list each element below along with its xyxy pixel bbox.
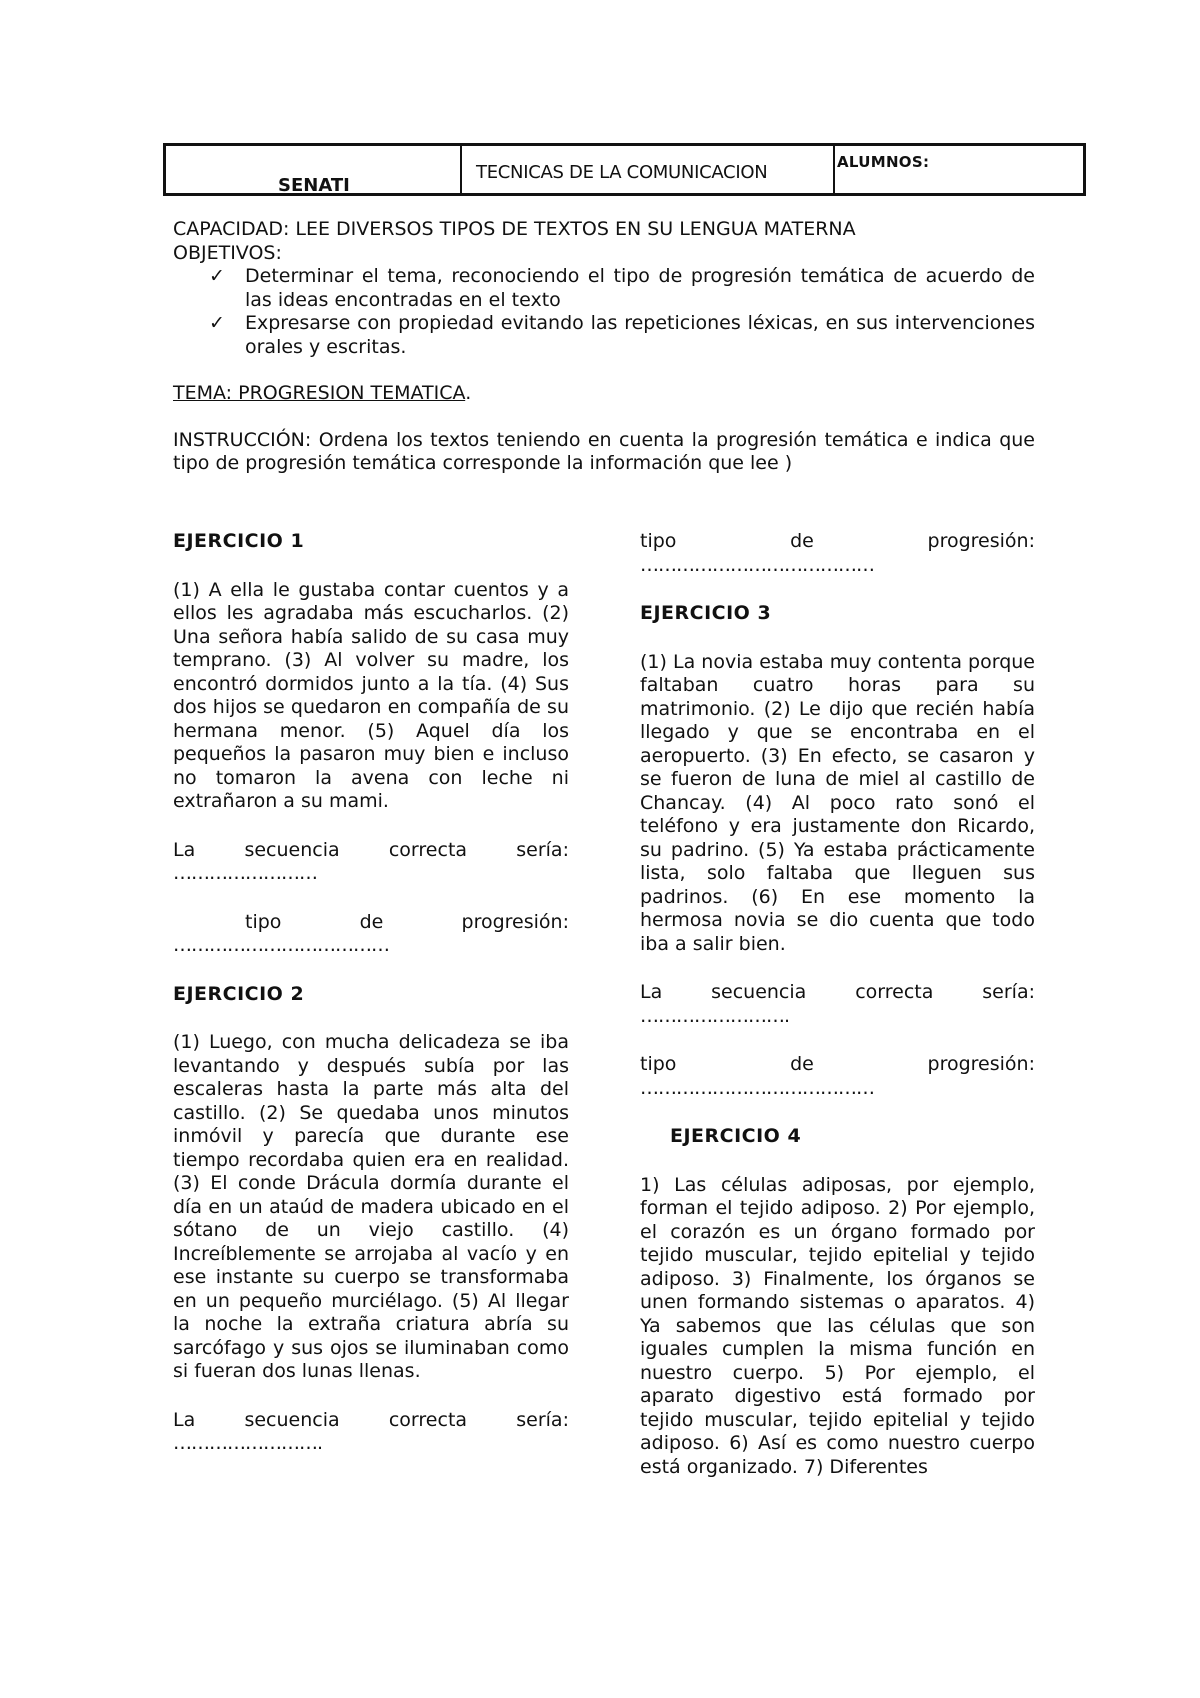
ejercicio-3-tipo-line xyxy=(640,1053,1035,1077)
ejercicio-2-sequence-blank: ……………………. xyxy=(173,1432,323,1454)
seq-word: La xyxy=(173,838,196,861)
tipo-word: de xyxy=(359,910,384,933)
students-label: ALUMNOS: xyxy=(837,153,930,171)
intro-section xyxy=(173,218,1035,476)
ejercicio-2-text: (1) Luego, con mucha delicadeza se iba levantando y después subía por las escaleras hasta la parte más alta del castillo. (2) Se quedaba unos minutos inmóvil y parecía que durante ese tiempo recordaba quien era en realidad. (3) El conde Drácula dormía durante el día en un ataúd de madera ubicado en el sótano de un viejo castillo. (4) Increíblemente se arrojaba al vacío y en ese instante su cuerpo se transformaba en un pequeño murciélago. (5) Al llegar la noche la extraña criatura abría su sarcófago y sus ojos se iluminaban como si fueran dos lunas llenas. xyxy=(173,1031,569,1382)
ejercicio-2-tipo-blank: ………………………………… xyxy=(640,553,874,576)
header-cell-students xyxy=(835,146,1083,193)
ejercicio-3-tipo-blank: ………………………………… xyxy=(640,1076,874,1099)
seq-word: secuencia xyxy=(244,1408,340,1431)
ejercicio-3-sequence-blank: ……………………. xyxy=(640,1004,790,1027)
objetivo-item xyxy=(173,312,1035,359)
seq-word: sería: xyxy=(516,838,569,861)
ejercicio-2-sequence-line xyxy=(173,1409,569,1433)
header-cell-institution xyxy=(166,146,462,196)
header-table xyxy=(163,143,1086,196)
checkmark-icon: ✓ xyxy=(209,265,225,287)
ejercicio-1-sequence-line xyxy=(173,839,569,863)
objetivos-label: OBJETIVOS: xyxy=(173,241,282,264)
seq-word: La xyxy=(640,981,663,1003)
tipo-word: tipo xyxy=(640,1053,677,1075)
objetivo-text: Expresarse con propiedad evitando las repeticiones léxicas, en sus intervenciones orales y escritas. xyxy=(245,312,1035,358)
tipo-word: de xyxy=(790,530,814,552)
tipo-word: tipo xyxy=(640,530,677,552)
ejercicio-3-text: (1) La novia estaba muy contenta porque faltaban cuatro horas para su matrimonio. (2) Le dijo que recién había llegado y que se encontraba en el aeropuerto. (3) En efecto, se casaron y se fueron de luna de miel al castillo de Chancay. (4) Al poco rato sonó el teléfono y era justamente don Ricardo, su padrino. (5) Ya estaba prácticamente lista, solo faltaba que lleguen sus padrinos. (6) En ese momento la hermosa novia se dio cuenta que todo iba a salir bien. xyxy=(640,650,1035,955)
objetivo-item xyxy=(173,265,1035,312)
institution-name: SENATI xyxy=(278,175,350,196)
course-name: TECNICAS DE LA COMUNICACION xyxy=(476,162,768,183)
seq-word: secuencia xyxy=(244,838,340,861)
tipo-word: progresión: xyxy=(927,530,1035,552)
right-column xyxy=(640,530,1035,1479)
ejercicio-4-text: 1) Las células adiposas, por ejemplo, forman el tejido adiposo. 2) Por ejemplo, el corazón es un órgano formado por tejido muscular, tejido epitelial y tejido adiposo. 3) Finalmente, los órganos se unen formando sistemas o aparatos. 4) Ya sabemos que las células que son iguales cumplen la misma función en nuestro cuerpo. 5) Por ejemplo, el aparato digestivo está formado por tejido muscular, tejido epitelial y tejido adiposo. 6) Así es como nuestro cuerpo está organizado. 7) Diferentes xyxy=(640,1173,1035,1478)
instruccion-text: INSTRUCCIÓN: Ordena los textos teniendo en cuenta la progresión temática e indica que tipo de progresión temática corresponde la información que lee ) xyxy=(173,428,1035,474)
seq-word: secuencia xyxy=(711,981,807,1003)
seq-word: correcta xyxy=(855,981,934,1003)
ejercicio-1-sequence-blank: …………………… xyxy=(173,862,317,884)
ejercicio-3-sequence-line xyxy=(640,981,1035,1005)
ejercicio-1-tipo-blank: ……………………………… xyxy=(173,934,389,956)
tipo-word: de xyxy=(790,1053,814,1075)
ejercicio-2-title: EJERCICIO 2 xyxy=(173,982,305,1005)
tema-line xyxy=(173,382,1035,406)
left-column xyxy=(173,530,569,1456)
ejercicio-4-title: EJERCICIO 4 xyxy=(670,1125,802,1147)
checkmark-icon: ✓ xyxy=(209,312,225,334)
tipo-word: progresión: xyxy=(927,1053,1035,1075)
header-cell-course xyxy=(462,146,835,193)
objetivo-text: Determinar el tema, reconociendo el tipo de progresión temática de acuerdo de las ideas encontradas en el texto xyxy=(245,265,1035,311)
ejercicio-1-text: (1) A ella le gustaba contar cuentos y a ellos les agradaba más escucharlos. (2) Una señora había salido de su casa muy temprano. (3) Al volver su madre, los encontró dormidos junto a la tía. (4) Sus dos hijos se quedaron en compañía de su hermana menor. (5) Aquel día los pequeños la pasaron muy bien e incluso no tomaron la avena con leche ni extrañaron a su mami. xyxy=(173,578,569,812)
capacidad-line: CAPACIDAD: LEE DIVERSOS TIPOS DE TEXTOS EN SU LENGUA MATERNA xyxy=(173,218,856,240)
ejercicio-3-title: EJERCICIO 3 xyxy=(640,602,772,624)
ejercicio-1-tipo-line xyxy=(173,911,569,935)
seq-word: sería: xyxy=(516,1408,569,1431)
seq-word: sería: xyxy=(982,981,1035,1003)
ejercicio-1-title: EJERCICIO 1 xyxy=(173,530,305,552)
ejercicio-2-tipo-line xyxy=(640,530,1035,554)
seq-word: correcta xyxy=(388,838,468,861)
seq-word: La xyxy=(173,1408,196,1431)
tema-period: . xyxy=(465,382,472,404)
tipo-word: progresión: xyxy=(461,910,569,933)
tipo-word: tipo xyxy=(245,910,282,933)
seq-word: correcta xyxy=(388,1408,468,1431)
objetivos-list xyxy=(173,265,1035,359)
tema-text: TEMA: PROGRESION TEMATICA xyxy=(173,382,466,404)
